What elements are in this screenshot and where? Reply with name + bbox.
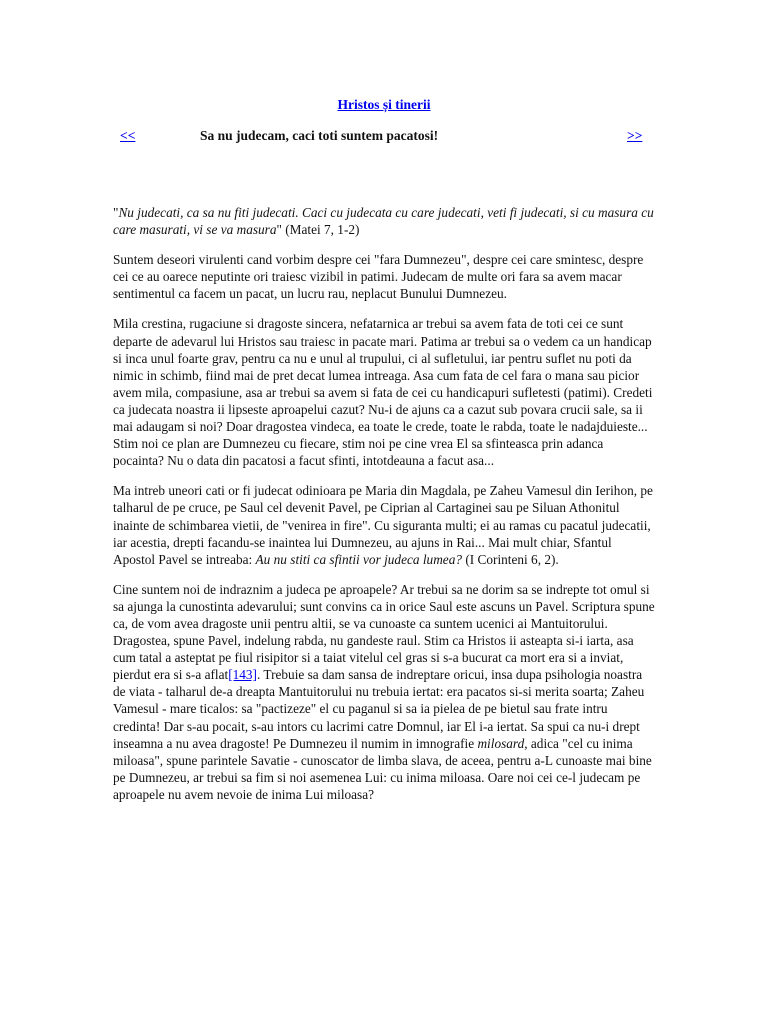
paragraph-4-text: Ma intreb uneori cati or fi judecat odinioara pe Maria din Magdala, pe Zaheu Vamesul din Ierihon, pe talharul de pe cruce, pe Saul cel devenit Pavel, pe Ciprian al Cartaginei sau pe Siluan Athonitul inainte de schimbarea vietii, de "venirea in fire". Cu siguranta multi; ei au ramas cu pacatul judecatii, iar acestia, drepti facandu-se inaintea lui Dumnezeu, au ajuns in Rai... Mai mult chiar, Sfantul Apostol Pavel se intreaba: xyxy=(113,483,653,567)
article-body xyxy=(113,204,655,816)
paragraph-5-text-a: Cine suntem noi de indraznim a judeca pe aproapele? Ar trebui sa ne dorim sa se indrepte tot omul si sa ajunga la cunostinta adevarului; sunt convins ca in orice Saul este ascuns un Pavel. Scriptura spune ca, de vom avea dragoste unii pentru altii, se va cunoaste ca suntem ucenici ai Mantuitorului. Dragostea, spune Pavel, indelung rabda, nu gandeste raul. Stim ca Hristos ii asteapta si-i iarta, asa cum tatal a asteptat pe fiul risipitor si a taiat vitelul cel gras si s-a bucurat ca mort era si a inviat, pierdut era si s-a aflat xyxy=(113,581,655,683)
next-chapter-link[interactable]: >> xyxy=(627,128,643,143)
paragraph-2: Suntem deseori virulenti cand vorbim despre cei "fara Dumnezeu", despre cei care smintesc, despre cei ce au oarece neputinte ori traiesc vizibil in patimi. Judecam de multe ori fara sa avem macar sentimentul ca facem un pacat, un lucru rau, neplacut Bunului Dumnezeu. xyxy=(113,252,644,302)
paragraph-4-reference: (I Corinteni 6, 2). xyxy=(462,551,559,567)
paragraph-3: Mila crestina, rugaciune si dragoste sincera, nefatarnica ar trebui sa avem fata de toti cei ce sunt departe de adevarul lui Hristos sau traiesc in pacate mari. Patima ar trebui sa o vedem ca un handicap si inca unul foarte grav, pentru ca nu e unul al trupului, ci al sufletului, iar pentru suflet nu poti da nimic in schimb, fiind mai de pret decat lumea intreaga. Asa cum fata de cel fara o mana sau picior avem mila, compasiune, asa ar trebui sa avem si fata de cei cu handicapuri sufletesti (patimi). Credeti ca judecata noastra ii lipseste aproapelui cazut? Nu-i de ajuns ca a cazut sub povara crucii sale, sa ii mai adaugam si noi? Doar dragostea vindeca, ea toate le crede, toate le rabda, toate le nadajduieste... Stim noi ce plan are Dumnezeu cu fiecare, stim noi pe cine vrea El sa sfinteasca prin adanca pocainta? Nu o data din pacatosi a facut sfinti, intotdeauna a facut asa... xyxy=(113,316,653,469)
book-title-row xyxy=(0,97,768,113)
scripture-reference: " (Matei 7, 1-2) xyxy=(276,222,360,238)
chapter-title: Sa nu judecam, caci toti suntem pacatosi! xyxy=(200,128,439,143)
paragraph-5-text-b: . Trebuie sa dam sansa de indreptare oricui, insa dupa psihologia noastra de viata - talharul de-a dreapta Mantuitorului nu trebuia iertat: era pacatos si-si merita soarta; Zaheu Vamesul - mare ticalos: sa "pactizeze" el cu paganul si sa ia pielea de pe bietul sau frate intru credinta! Dar s-au pocait, s-au intors cu lacrimi catre Domnul, iar El i-a iertat. Sa spui ca nu-i drept inseamna a nu avea dragoste! Pe Dumnezeu il numim in imnografie xyxy=(113,667,645,751)
scripture-quote: Nu judecati, ca sa nu fiti judecati. Caci cu judecata cu care judecati, veti fi judecati, si cu masura cu care masurati, vi se va masura xyxy=(113,205,654,238)
paragraph-quote xyxy=(113,204,655,238)
chapter-nav xyxy=(0,128,768,146)
book-title-link[interactable]: Hristos și tinerii xyxy=(337,97,431,112)
footnote-link[interactable]: [143] xyxy=(228,667,257,683)
paragraph-4 xyxy=(113,482,655,567)
prev-chapter-link[interactable]: << xyxy=(120,128,136,143)
quote-open: " xyxy=(113,205,119,220)
paragraph-4-quote: Au nu stiti ca sfintii vor judeca lumea? xyxy=(255,551,462,567)
paragraph-5-text-c: , adica "cel cu inima miloasa", spune parintele Savatie - cunoscator de limba slava, de aceea, pentru a-L cunoaste mai bine pe Dumnezeu, ar trebui sa fim si noi asemenea Lui: cu inima miloasa. Oare noi cei ce-l judecam pe aproapele nu avem nevoie de inima Lui miloasa? xyxy=(113,735,652,802)
paragraph-5-term: milosard xyxy=(477,735,525,751)
paragraph-5 xyxy=(113,581,655,803)
